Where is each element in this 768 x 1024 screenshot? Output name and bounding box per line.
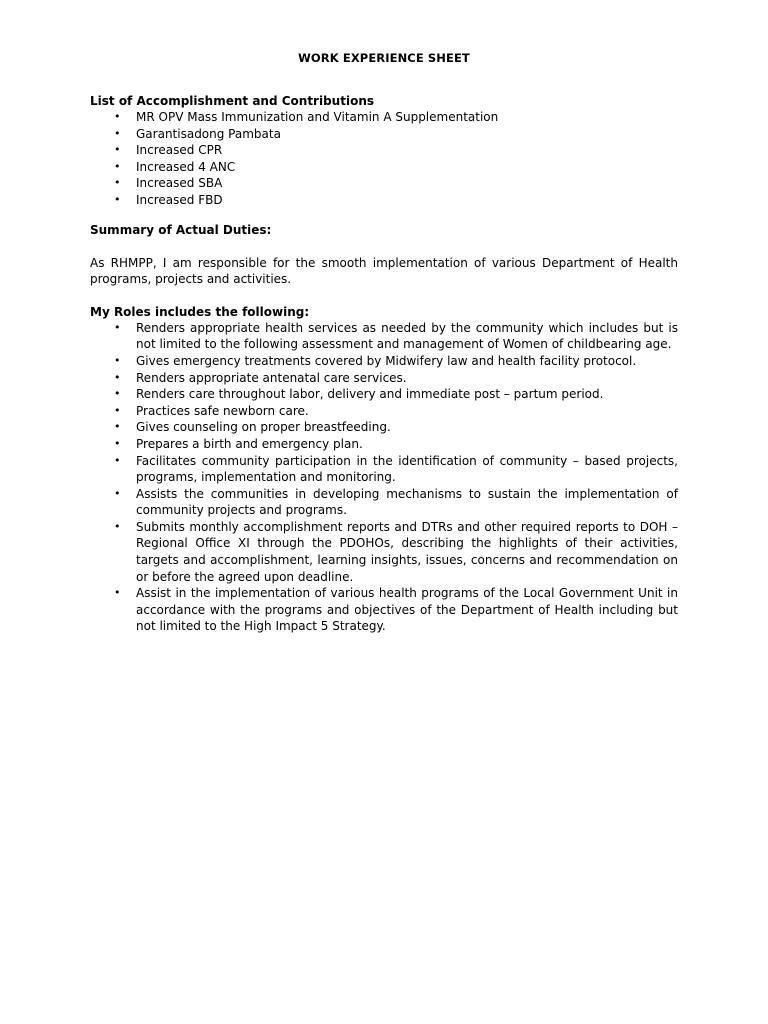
list-item (90, 386, 678, 403)
list-item-text: Increased 4 ANC (136, 159, 236, 174)
document-content (90, 50, 678, 635)
bullet-icon: • (114, 420, 121, 434)
list-item (90, 126, 678, 143)
list-item (90, 486, 678, 519)
list-item (90, 370, 678, 387)
list-item-text: Increased FBD (136, 192, 223, 207)
list-item-text: Garantisadong Pambata (136, 126, 281, 141)
bullet-icon: • (114, 519, 121, 533)
list-item-text: Prepares a birth and emergency plan. (136, 436, 363, 451)
bullet-icon: • (114, 159, 121, 173)
bullet-icon: • (114, 176, 121, 190)
bullet-icon: • (114, 486, 121, 500)
bullet-icon: • (114, 353, 121, 367)
list-item-text: Renders appropriate health services as needed by the community which includes but is not limited to the following assessment and management of Women of childbearing age. (136, 320, 678, 352)
bullet-icon: • (114, 126, 121, 140)
bullet-icon: • (114, 143, 121, 157)
list-item (90, 175, 678, 192)
list-item (90, 403, 678, 420)
list-item-text: Increased CPR (136, 143, 223, 158)
list-item-text: Renders care throughout labor, delivery and immediate post – partum period. (136, 387, 604, 402)
accomplishments-list (90, 109, 678, 209)
bullet-icon: • (114, 387, 121, 401)
list-item-text: Renders appropriate antenatal care services. (136, 370, 407, 385)
roles-heading: My Roles includes the following: (90, 304, 310, 319)
list-item (90, 453, 678, 486)
list-item-text: Gives emergency treatments covered by Midwifery law and health facility protocol. (136, 353, 637, 368)
bullet-icon: • (114, 436, 121, 450)
bullet-icon: • (114, 370, 121, 384)
list-item (90, 419, 678, 436)
bullet-icon: • (114, 586, 121, 600)
accomplishments-heading: List of Accomplishment and Contributions (90, 94, 375, 108)
summary-heading: Summary of Actual Duties: (90, 222, 272, 237)
list-item (90, 192, 678, 209)
list-item (90, 142, 678, 159)
list-item-text: Submits monthly accomplishment reports and DTRs and other required reports to DOH – Regional Office XI through the PDOHOs, describing the highlights of their activities, targets and accomplishment, learning insights, issues, concerns and recommendation on or before the agreed upon deadline. (136, 519, 678, 584)
list-item (90, 436, 678, 453)
list-item-text: Facilitates community participation in the identification of community – based projects, programs, implementation and monitoring. (136, 453, 678, 485)
list-item (90, 109, 678, 126)
bullet-icon: • (114, 110, 121, 123)
list-item (90, 159, 678, 176)
bullet-icon: • (114, 403, 121, 417)
list-item-text: Assist in the implementation of various health programs of the Local Government Unit in accordance with the programs and objectives of the Department of Health including but not limited to the High Impact 5 Strategy. (136, 586, 678, 634)
list-item-text: Gives counseling on proper breastfeeding. (136, 420, 391, 435)
list-item-text: Increased SBA (136, 176, 223, 191)
document-title: WORK EXPERIENCE SHEET (298, 51, 470, 65)
summary-paragraph: As RHMPP, I am responsible for the smooth implementation of various Department of Health programs, projects and activities. (90, 255, 678, 287)
roles-list (90, 320, 678, 635)
list-item (90, 353, 678, 370)
bullet-icon: • (114, 192, 121, 206)
list-item-text: Practices safe newborn care. (136, 403, 309, 418)
list-item (90, 519, 678, 585)
list-item (90, 585, 678, 635)
bullet-icon: • (114, 453, 121, 467)
bullet-icon: • (114, 320, 121, 334)
list-item (90, 320, 678, 353)
list-item-text: Assists the communities in developing mechanisms to sustain the implementation of community projects and programs. (136, 486, 678, 518)
list-item-text: MR OPV Mass Immunization and Vitamin A Supplementation (136, 110, 499, 124)
